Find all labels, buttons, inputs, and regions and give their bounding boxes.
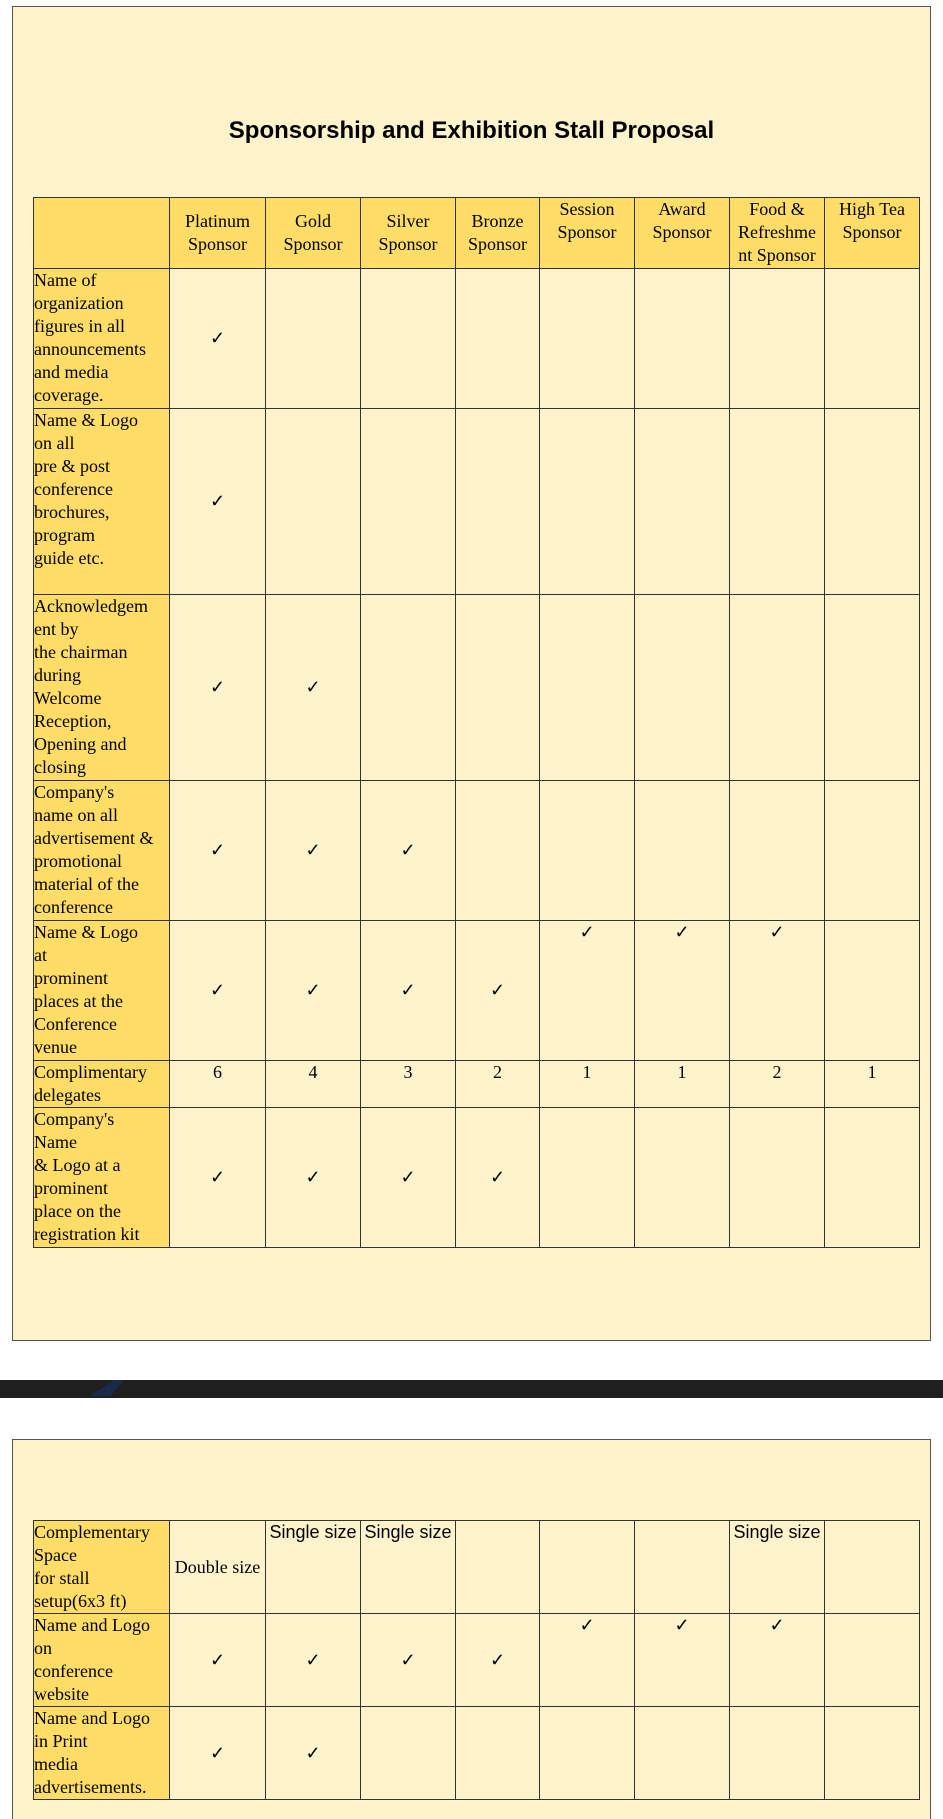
table-cell xyxy=(825,1707,920,1800)
column-header xyxy=(456,198,540,269)
table-cell: ✓ xyxy=(170,921,266,1061)
table-cell xyxy=(730,1707,825,1800)
row-label: Name & Logo on all pre & post conference brochures, program guide etc. xyxy=(34,409,170,595)
table-row xyxy=(34,595,920,781)
column-header-label: Silver Sponsor xyxy=(378,211,438,254)
table-cell: 6 xyxy=(170,1061,266,1108)
table-cell xyxy=(635,1521,730,1614)
column-header-label: Platinum Sponsor xyxy=(184,211,250,254)
table-cell: Single size xyxy=(361,1521,456,1614)
table-cell xyxy=(635,1108,730,1248)
row-label: Company's Name & Logo at a prominent place on the registration kit xyxy=(34,1108,170,1248)
header-row xyxy=(34,198,920,269)
table-cell: ✓ xyxy=(730,921,825,1061)
table-cell: ✓ xyxy=(635,1614,730,1707)
table-cell: ✓ xyxy=(540,921,635,1061)
column-header xyxy=(635,198,730,269)
table-cell xyxy=(361,409,456,595)
page-divider xyxy=(0,1380,943,1398)
table-cell xyxy=(456,1521,540,1614)
table-cell xyxy=(540,781,635,921)
column-header xyxy=(170,198,266,269)
table-cell: Single size xyxy=(730,1521,825,1614)
table-cell: ✓ xyxy=(170,1707,266,1800)
table-cell: ✓ xyxy=(170,409,266,595)
table-cell xyxy=(540,1707,635,1800)
table-row xyxy=(34,1614,920,1707)
column-header-label: Award Sponsor xyxy=(652,199,712,242)
table-cell xyxy=(635,269,730,409)
corner-cell xyxy=(34,198,170,269)
table-cell xyxy=(730,595,825,781)
table-cell: 2 xyxy=(730,1061,825,1108)
column-header xyxy=(540,198,635,269)
table-cell xyxy=(361,595,456,781)
table-cell xyxy=(635,781,730,921)
table-cell xyxy=(825,781,920,921)
table-cell xyxy=(825,1521,920,1614)
column-header-label: Gold Sponsor xyxy=(283,211,343,254)
table-cell: 1 xyxy=(635,1061,730,1108)
column-header xyxy=(825,198,920,269)
table-cell: 1 xyxy=(540,1061,635,1108)
page-title: Sponsorship and Exhibition Stall Proposal xyxy=(228,117,715,144)
table-row xyxy=(34,269,920,409)
table-cell xyxy=(825,595,920,781)
table-cell: ✓ xyxy=(361,781,456,921)
table-cell xyxy=(825,409,920,595)
table-cell: ✓ xyxy=(361,1614,456,1707)
table-cell xyxy=(540,1108,635,1248)
row-label: Complimentary delegates xyxy=(34,1061,170,1108)
table-cell: ✓ xyxy=(730,1614,825,1707)
table-row xyxy=(34,1521,920,1614)
table-cell xyxy=(361,1707,456,1800)
table-cell: ✓ xyxy=(170,781,266,921)
table-cell xyxy=(456,781,540,921)
table-cell xyxy=(361,269,456,409)
table-cell: ✓ xyxy=(170,1108,266,1248)
table-cell xyxy=(266,269,361,409)
sponsorship-table-continued xyxy=(33,1520,920,1800)
table-cell xyxy=(456,409,540,595)
table-cell: ✓ xyxy=(361,921,456,1061)
column-header-label: Bronze Sponsor xyxy=(467,211,527,254)
table-row xyxy=(34,781,920,921)
table-cell xyxy=(635,409,730,595)
table-cell: Double size xyxy=(170,1521,266,1614)
row-label: Name of organization figures in all announcements and media coverage. xyxy=(34,269,170,409)
table-cell: 4 xyxy=(266,1061,361,1108)
table-cell xyxy=(825,269,920,409)
table-cell: 2 xyxy=(456,1061,540,1108)
table-cell: ✓ xyxy=(266,921,361,1061)
table-row xyxy=(34,409,920,595)
table-row xyxy=(34,1108,920,1248)
table-cell: ✓ xyxy=(170,595,266,781)
column-header xyxy=(266,198,361,269)
table-cell xyxy=(825,1614,920,1707)
table-cell xyxy=(456,269,540,409)
table-cell: ✓ xyxy=(266,1707,361,1800)
table-cell: ✓ xyxy=(170,269,266,409)
table-cell xyxy=(540,409,635,595)
table-cell: 1 xyxy=(825,1061,920,1108)
table-cell: ✓ xyxy=(266,781,361,921)
table-cell: 3 xyxy=(361,1061,456,1108)
table-cell xyxy=(825,1108,920,1248)
table-cell xyxy=(540,595,635,781)
table-cell xyxy=(456,1707,540,1800)
table-cell xyxy=(730,781,825,921)
row-label: Name and Logo on conference website xyxy=(34,1614,170,1707)
table-row xyxy=(34,921,920,1061)
table-cell xyxy=(730,1108,825,1248)
row-label: Name & Logo at prominent places at the Conference venue xyxy=(34,921,170,1061)
table-cell: ✓ xyxy=(635,921,730,1061)
row-label: Name and Logo in Print media advertisements. xyxy=(34,1707,170,1800)
table-cell: ✓ xyxy=(456,921,540,1061)
row-label: Company's name on all advertisement & promotional material of the conference xyxy=(34,781,170,921)
table-cell xyxy=(635,1707,730,1800)
table-cell xyxy=(825,921,920,1061)
table-cell: ✓ xyxy=(266,1614,361,1707)
column-header xyxy=(361,198,456,269)
column-header xyxy=(730,198,825,269)
table-cell xyxy=(730,409,825,595)
table-cell xyxy=(540,1521,635,1614)
table-cell: ✓ xyxy=(266,1108,361,1248)
column-header-label: Session Sponsor xyxy=(557,199,617,242)
column-header-label: High Tea Sponsor xyxy=(839,199,905,242)
table-cell xyxy=(266,409,361,595)
table-cell xyxy=(456,595,540,781)
table-row xyxy=(34,1061,920,1108)
table-cell: Single size xyxy=(266,1521,361,1614)
table-cell xyxy=(635,595,730,781)
table-cell xyxy=(540,269,635,409)
table-cell: ✓ xyxy=(540,1614,635,1707)
row-label: Acknowledgem ent by the chairman during Welcome Reception, Opening and closing xyxy=(34,595,170,781)
column-header-label: Food & Refreshme nt Sponsor xyxy=(738,199,816,265)
table-cell: ✓ xyxy=(170,1614,266,1707)
table-cell xyxy=(730,269,825,409)
table-cell: ✓ xyxy=(456,1614,540,1707)
table-cell: ✓ xyxy=(456,1108,540,1248)
sponsorship-table xyxy=(33,197,920,1248)
row-label: Complementary Space for stall setup(6x3 ft) xyxy=(34,1521,170,1614)
table-row xyxy=(34,1707,920,1800)
table-cell: ✓ xyxy=(361,1108,456,1248)
table-cell: ✓ xyxy=(266,595,361,781)
